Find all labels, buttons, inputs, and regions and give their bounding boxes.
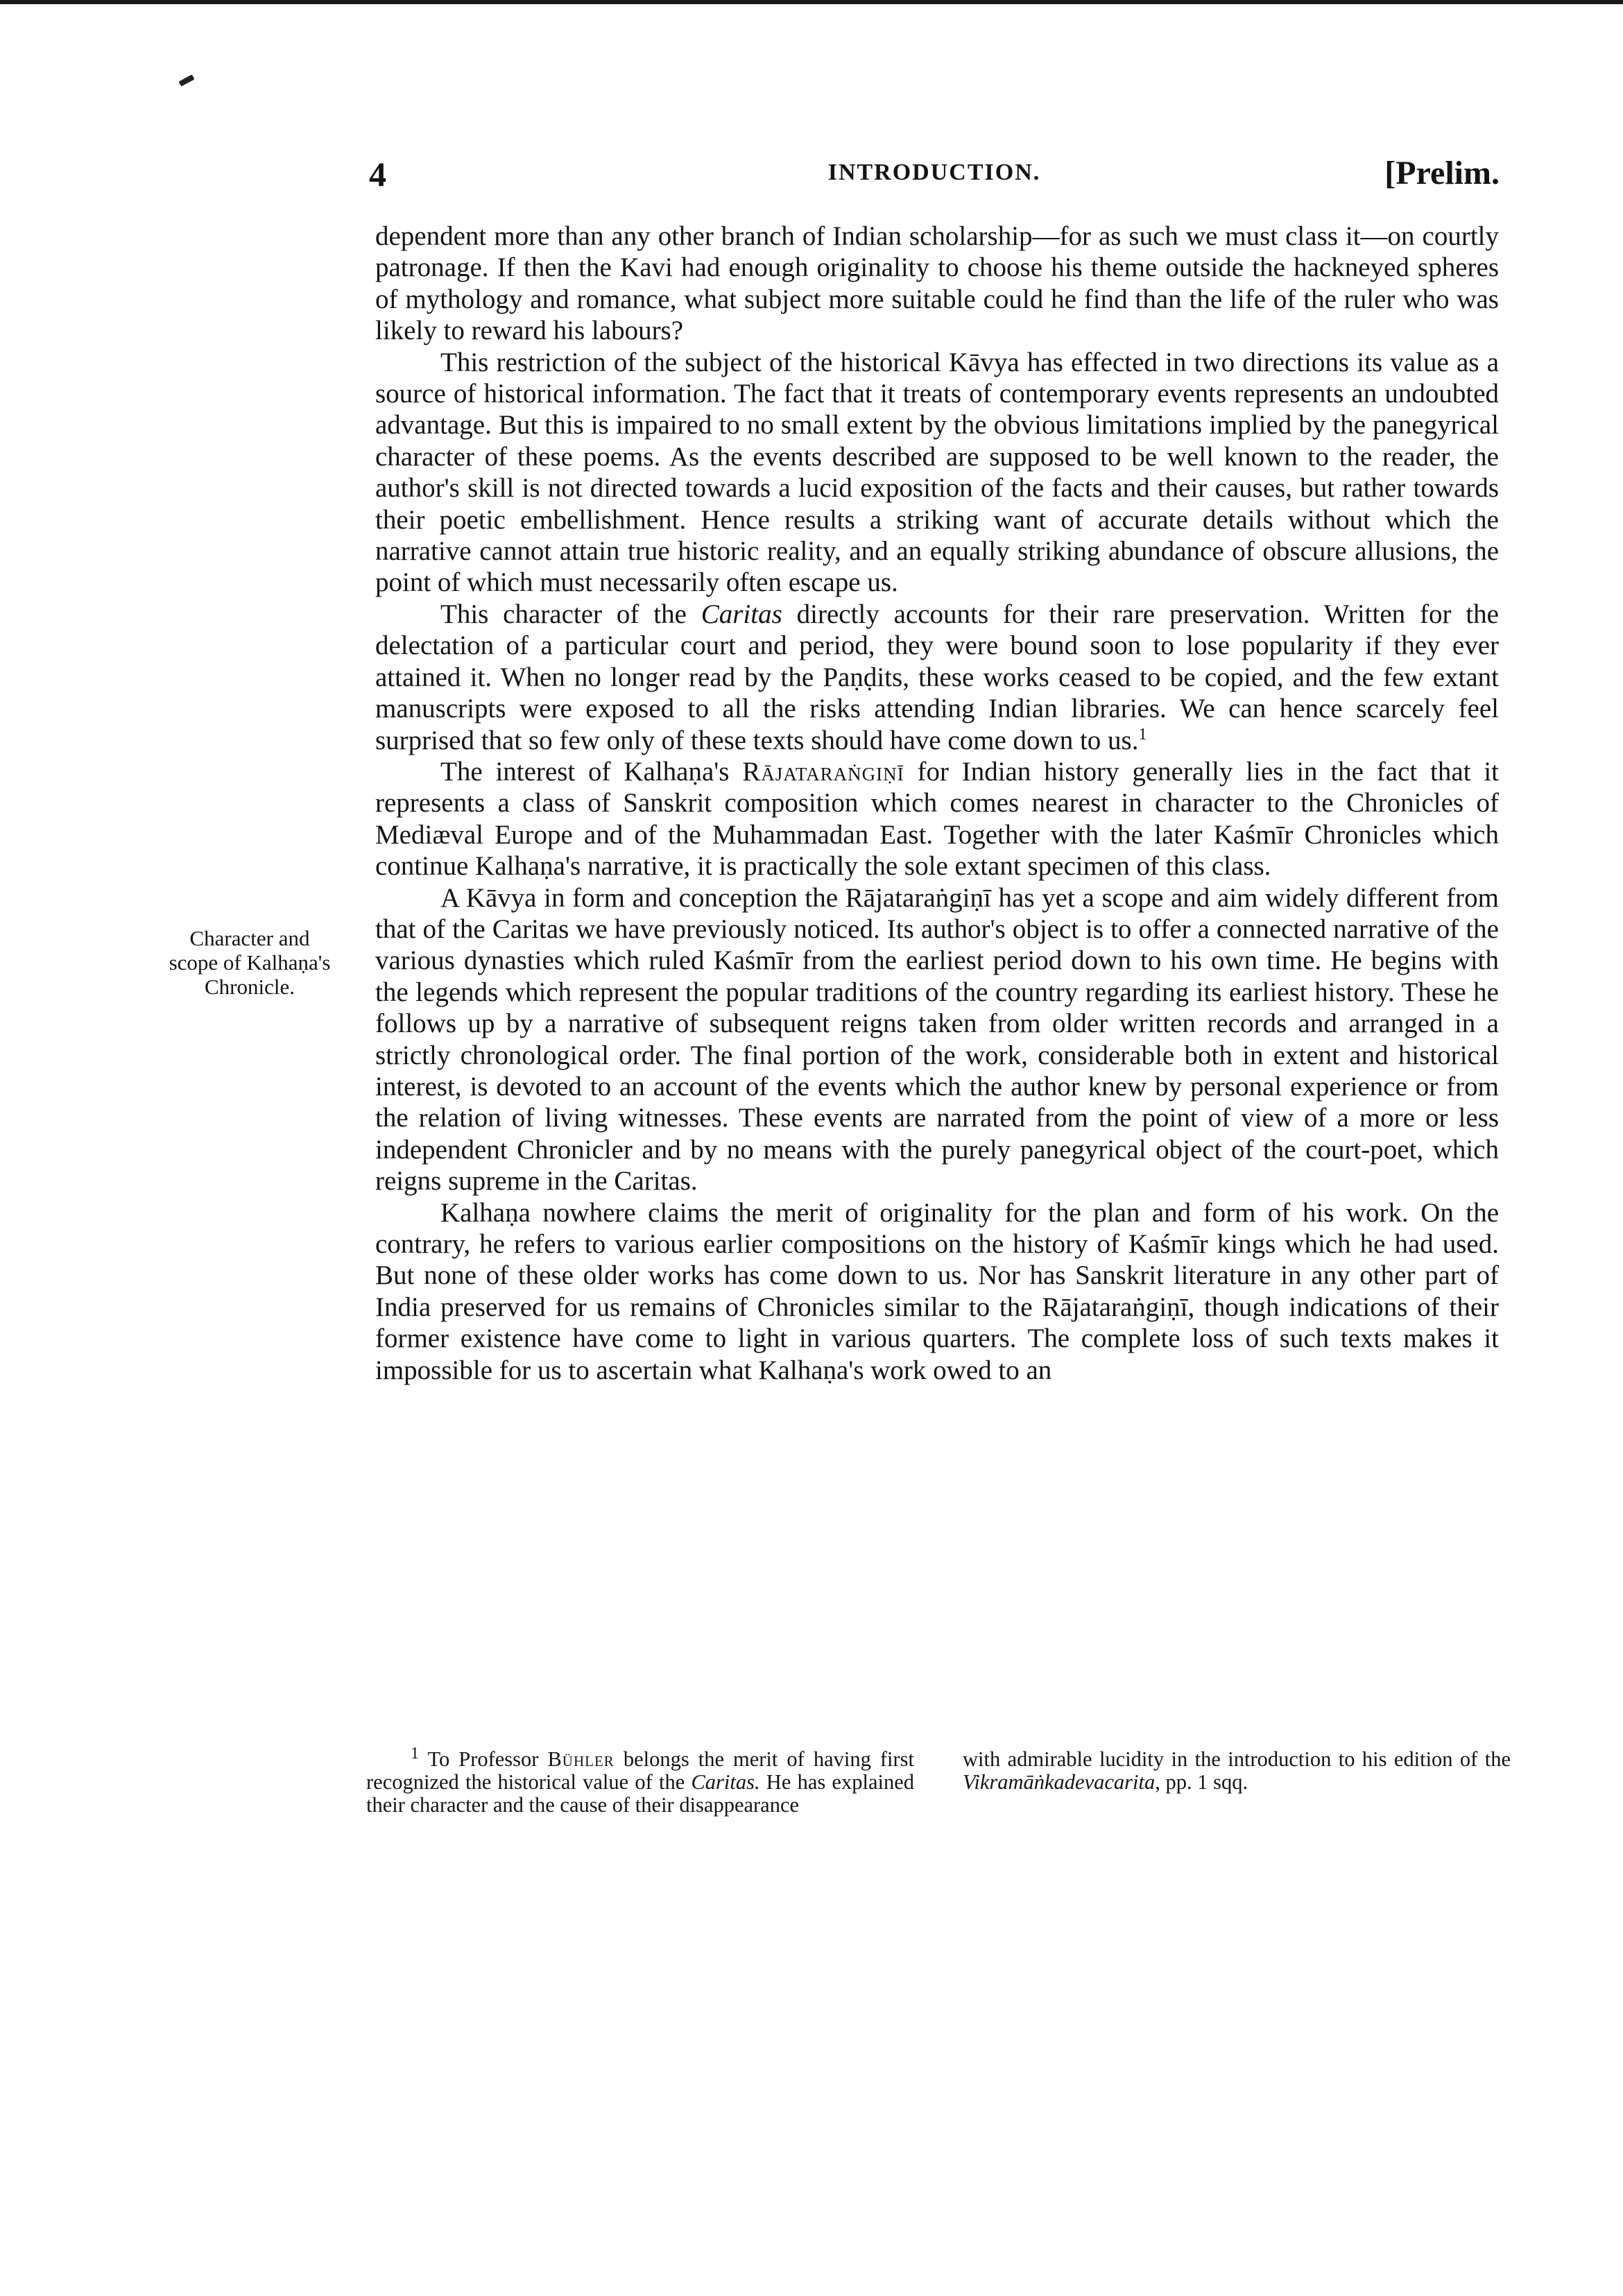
footnote-marker: 1 [411, 1744, 419, 1763]
margin-note-line: Character and [189, 926, 310, 950]
footnote-column-right [963, 1748, 1511, 1794]
text-run: The interest of Kalhaṇa's [440, 756, 743, 787]
italic-title: Vikramāṅkadevacarita [963, 1770, 1156, 1794]
footnote-area [366, 1744, 1518, 1859]
body-text [375, 221, 1499, 1386]
text-run: He has explained their character and the cause of their disappearance [366, 1770, 914, 1817]
italic-term: Caritas. [691, 1770, 760, 1794]
paragraph-continued: dependent more than any other branch of Indian scholarship—for as such we must class it—on courtly patronage. If then the Kavi had enough originality to choose his theme outside the hackneyed spheres of mythology and romance, what subject more suitable could he find than the life of the ruler who was likely to reward his labours? [375, 221, 1499, 346]
text-run: To Professor [419, 1747, 548, 1771]
page-header [369, 154, 1500, 203]
footnote-text [366, 1744, 914, 1817]
text-run: belongs the merit of having first recognized the historical value of the [366, 1747, 914, 1794]
page-top-edge [0, 0, 1623, 4]
section-marker: [Prelim. [1384, 155, 1500, 191]
margin-note-line: scope of Kalhaṇa's [169, 950, 331, 975]
paragraph-kavya-scope: A Kāvya in form and conception the Rājataraṅgiṇī has yet a scope and aim widely different from that of the Caritas we have previously noticed. Its author's object is to offer a connected narrative of the various dynasties which ruled Kaśmīr from the earliest period down to his own time. He begins with the legends which represent the popular traditions of the country regarding its earliest history. These he follows up by a narrative of subsequent reigns taken from older written records and arranged in a strictly chronological order. The final portion of the work, considerable both in extent and historical interest, is devoted to an account of the events which the author knew by personal experience or from the relation of living witnesses. These events are narrated from the point of view of a more or less independent Chronicler and by no means with the purely panegyrical object of the court-poet, which reigns supreme in the Caritas. [375, 882, 1499, 1197]
paragraph-originality: Kalhaṇa nowhere claims the merit of originality for the plan and form of his work. On the contrary, he refers to various earlier compositions on the history of Kaśmīr kings which he had used. But none of these older works has come down to us. Nor has Sanskrit literature in any other part of India preserved for us remains of Chronicles similar to the Rājataraṅgiṇī, though indications of their former existence have come to light in various quarters. The complete loss of such texts makes it impossible for us to ascertain what Kalhaṇa's work owed to an [375, 1197, 1499, 1385]
author-name: Bühler [547, 1747, 615, 1771]
text-run: with admirable lucidity in the introduction to his edition of the [963, 1747, 1511, 1771]
text-run: for Indian history generally lies in the fact that it represents a class of Sanskrit composition which comes nearest in character to the Chronicles of Mediæval Europe and of the Muhammadan East. Together with the later Kaśmīr Chronicles which continue Kalhaṇa's narrative, it is practically the sole extant specimen of this class. [375, 756, 1500, 882]
text-run: This character of the [440, 599, 701, 629]
paragraph-rajatarangini-interest [375, 756, 1499, 882]
footnote-column-left [366, 1744, 914, 1817]
margin-note [132, 926, 368, 999]
paragraph-caritas-preservation [375, 599, 1499, 756]
footnote-reference: 1 [1138, 725, 1147, 744]
footnote-text [963, 1748, 1511, 1794]
paragraph-historical-kavya: This restriction of the subject of the historical Kāvya has effected in two directions its value as a source of historical information. The fact that it treats of contemporary events represents an undoubted advantage. But this is impaired to no small extent by the obvious limitations implied by the panegyrical character of these poems. As the events described are supposed to be well known to the reader, the author's skill is not directed towards a lucid exposition of the facts and their causes, but rather towards their poetic embellishment. Hence results a striking want of accurate details without which the narrative cannot attain true historic reality, and an equally striking abundance of obscure allusions, the point of which must necessarily often escape us. [375, 347, 1499, 598]
italic-term: Caritas [701, 599, 782, 629]
running-title: INTRODUCTION. [827, 160, 1041, 185]
stray-ink-mark [178, 74, 194, 86]
page-number: 4 [369, 155, 386, 194]
margin-note-line: Chronicle. [205, 975, 295, 999]
text-run: , pp. 1 sqq. [1155, 1770, 1248, 1794]
title-smallcaps: Rājataraṅgiṇī [742, 756, 904, 787]
text-run: directly accounts for their rare preservation. Written for the delectation of a particular court and period, they were bound soon to lose popularity if they ever attained it. When no longer read by the Paṇḍits, these works ceased to be copied, and the few extant manuscripts were exposed to all the risks attending Indian libraries. We can hence scarcely feel surprised that so few only of these texts should have come down to us. [375, 599, 1499, 755]
